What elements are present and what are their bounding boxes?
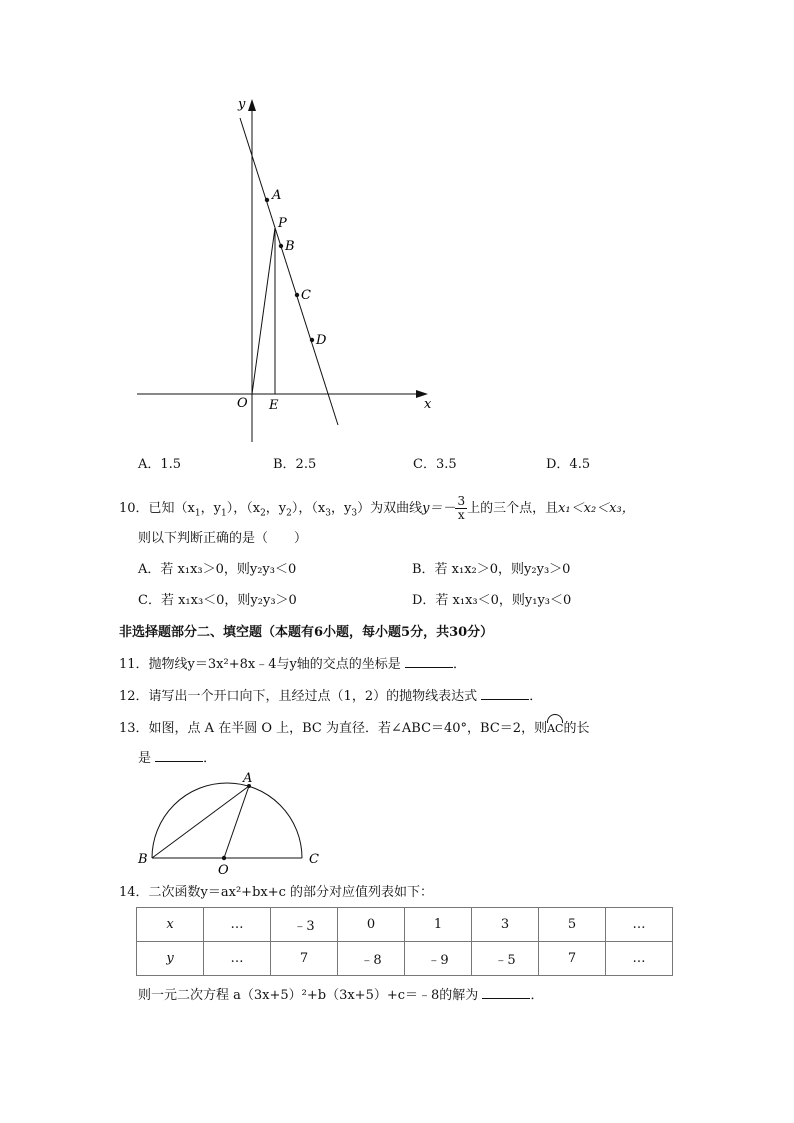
q13-answer-blank [155,750,203,762]
q13-line2-text: 是 [138,751,152,766]
q10-y-eq: y＝－ [422,501,456,516]
fig-label-c: C [309,852,319,867]
point-d [310,338,314,342]
semicircle-figure [130,770,330,880]
semicircle-arc [152,783,302,858]
label-p: P [278,216,287,231]
label-c: C [301,288,311,303]
segment-op [252,228,275,394]
table-cell: … [606,908,673,942]
q14-answer-blank [482,987,530,999]
table-row [137,908,673,942]
value-table [136,907,673,976]
q10-sub: 3 [351,508,358,519]
label-o: O [237,396,248,411]
q11-answer-blank [405,656,453,668]
line-ad [240,118,338,425]
table-cell: 5 [539,908,606,942]
table-cell: ﹣5 [472,942,539,976]
q10-sub: 1 [194,508,201,519]
point-c [295,293,299,297]
point-b [279,244,283,248]
q10-stem [119,495,635,522]
q12-answer-blank [481,688,529,700]
table-cell: … [204,942,271,976]
q9-option-d: D．4.5 [546,457,591,472]
q13-arc-label [547,718,563,737]
fig-label-a: A [243,771,253,786]
label-y: y [238,97,246,112]
q13-end: ． [203,751,217,766]
table-cell: 3 [472,908,539,942]
q12 [119,688,542,705]
q10-sub: 2 [260,508,266,519]
q9-option-b: B．2.5 [273,457,317,472]
arc-mark [547,714,563,723]
label-d: D [316,333,327,348]
q10-sub: 2 [286,508,292,519]
table-cell: 7 [271,942,338,976]
q10-number: 10． [119,501,149,516]
q10-text-c: ），（x [226,501,261,516]
q10-text-h: 上的三个点，且 [467,501,559,516]
y-axis-arrow [248,99,256,111]
q10-option-d: D．若 x₁x₃＜0，则y₁y₃＜0 [412,593,572,608]
fraction-numerator: 3 [457,494,466,508]
label-e: E [269,398,279,413]
label-a: A [272,188,282,203]
q10-text-f: ，y [330,501,352,516]
q11-end: ． [452,657,466,672]
table-row [137,942,673,976]
table-cell: x [137,908,204,942]
q10-text-g: ）为双曲线 [357,501,423,516]
q12-end: ． [529,689,543,704]
q10-condition: x₁＜x₂＜x₃， [558,501,635,516]
q13-line2 [138,750,216,767]
q14-tail [138,987,543,1004]
q10-sub: 1 [220,508,227,519]
arc-text: AC [547,722,564,735]
q13-text: 13．如图，点 A 在半圆 O 上，BC 为直径．若∠ABC＝40°，BC＝2，则 [119,721,548,736]
table-cell: ﹣3 [271,908,338,942]
fig-label-b: B [138,852,148,867]
table-cell: ﹣9 [405,942,472,976]
table-cell: 1 [405,908,472,942]
table-cell: … [606,942,673,976]
point-a [265,198,269,202]
q14-end: ． [530,988,544,1003]
q10-fraction [455,495,467,522]
q10-option-b: B．若 x₁x₂＞0，则y₂y₃＞0 [412,562,571,577]
q10-text-e: ），（x [291,501,326,516]
label-x: x [424,397,432,412]
q10-text-d: ，y [265,501,287,516]
q10-line2: 则以下判断正确的是（ ） [138,531,308,546]
q10-sub: 3 [325,508,331,519]
table-cell: 0 [338,908,405,942]
table-cell: … [204,908,271,942]
chord-ba [152,786,249,858]
q9-option-c: C．3.5 [413,457,457,472]
table-cell: 7 [539,942,606,976]
q10-text-a: 已知（x [148,501,195,516]
fraction-denominator: x [457,508,465,522]
q10-text-b: ，y [200,501,221,516]
table-cell: y [137,942,204,976]
coordinate-figure [0,0,794,460]
radius-oa [224,786,249,858]
table-cell: ﹣8 [338,942,405,976]
label-b: B [285,239,295,254]
q11-text: 11．抛物线y＝3x²+8x﹣4与y轴的交点的坐标是 [119,657,401,672]
center-point [222,856,226,860]
q13-text-end: 的长 [563,721,590,736]
section-heading: 非选择题部分二、填空题（本题有6小题，每小题5分，共30分） [119,625,494,640]
q10-option-a: A．若 x₁x₃＞0，则y₂y₃＜0 [138,562,297,577]
q9-option-a: A．1.5 [138,457,182,472]
q10-option-c: C．若 x₁x₃＜0，则y₂y₃＞0 [138,593,297,608]
q13-line1 [119,718,589,737]
q12-text: 12．请写出一个开口向下，且经过点（1，2）的抛物线表达式 [119,689,478,704]
q14-stem: 14．二次函数y＝ax²+bx+c 的部分对应值列表如下： [119,885,434,900]
fig-label-o: O [218,863,229,878]
q11 [119,656,466,673]
q14-tail-text: 则一元二次方程 a（3x+5）²+b（3x+5）+c＝﹣8的解为 [138,988,479,1003]
